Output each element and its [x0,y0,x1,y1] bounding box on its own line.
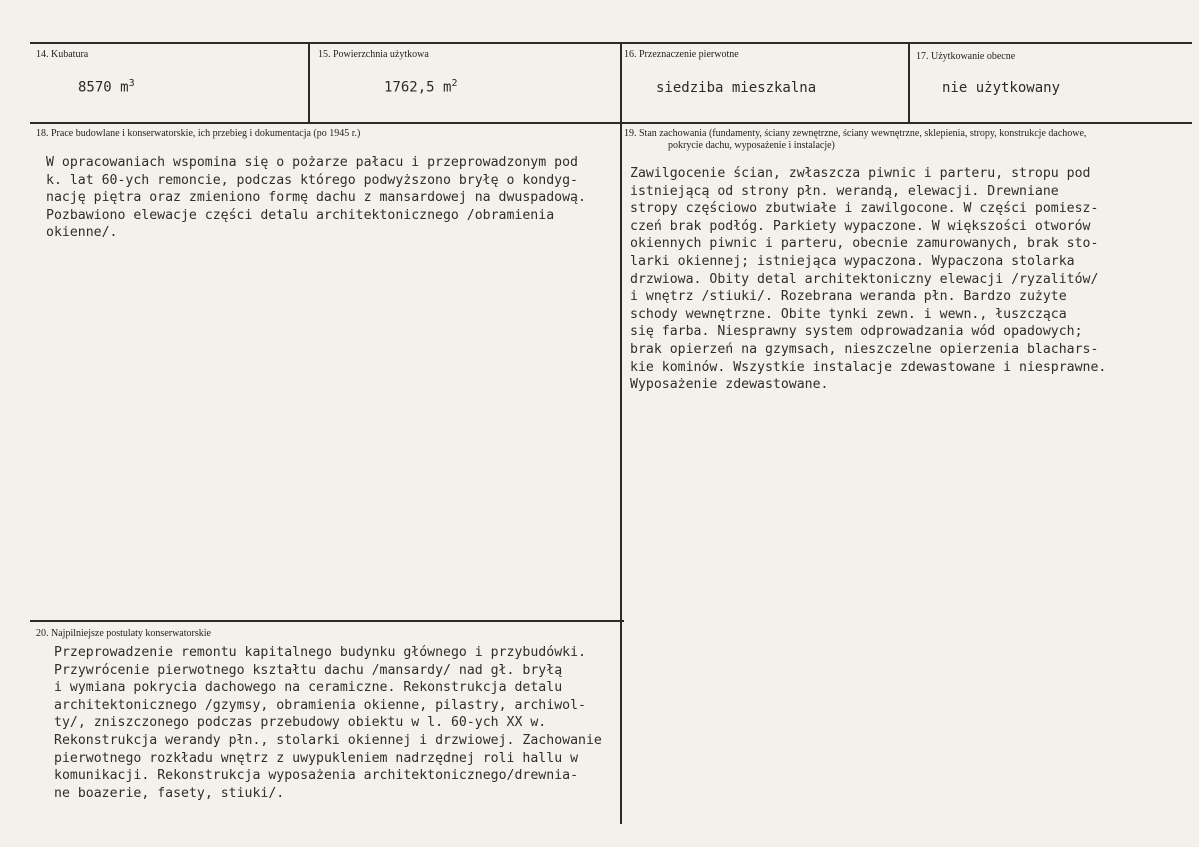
text-line: architektonicznego /gzymsy, obramienia okienne, pilastry, archiwol- [54,697,586,713]
text-line: Rekonstrukcja werandy płn., stolarki okiennej i drzwiowej. Zachowanie [54,732,602,748]
text-line: brak opierzeń na gzymsach, nieszczelne opierzenia blachars- [630,341,1099,357]
text-line: Zawilgocenie ścian, zwłaszcza piwnic i parteru, stropu pod [630,166,1091,181]
text-line: okiennych piwnic i parteru, obecnie zamurowanych, brak sto- [630,236,1099,252]
field-18-label: 18. Prace budowlane i konserwatorskie, ich przebieg i dokumentacja (po 1945 r.) [36,128,361,139]
text-line: Przeprowadzenie remontu kapitalnego budynku głównego i przybudówki. [54,645,586,660]
field-18-text [46,154,616,242]
text-line: ty/, zniszczonego podczas przebudowy obiektu w l. 60-ych XX w. [54,715,547,731]
text-line: W opracowaniach wspomina się o pożarze pałacu i przeprowadzonym pod [46,155,578,170]
section-20-top-border [30,620,624,622]
text-line: Przywrócenie pierwotnego kształtu dachu /mansardy/ nad gł. bryłą [54,662,563,678]
field-14-label: 14. Kubatura [36,49,89,60]
text-line: istniejącą od strony płn. werandą, elewacji. Drewniane [630,183,1059,199]
field-19-text [630,165,1190,394]
text-line: komunikacji. Rekonstrukcja wyposażenia architektonicznego/drewnia- [54,768,579,784]
field-14-value [78,78,135,96]
field-16-value: siedziba mieszkalna [656,80,817,96]
field-14-exponent: 3 [128,78,135,89]
field-15-exponent: 2 [451,78,458,89]
field-19-label-line: 19. Stan zachowania (fundamenty, ściany zewnętrzne, ściany wewnętrzne, sklepienia, stropy, konstrukcje dachowe, [624,128,1087,139]
text-line: kie kominów. Wszystkie instalacje zdewastowane i niesprawne. [630,359,1107,375]
text-line: i wymiana pokrycia dachowego na ceramiczne. Rekonstrukcja detalu [54,680,563,696]
top-border [30,42,1192,44]
field-15-label: 15. Powierzchnia użytkowa [318,49,429,60]
field-20-text [54,644,634,802]
field-20-label: 20. Najpilniejsze postulaty konserwatorskie [36,628,211,639]
text-line: drzwiowa. Obity detal architektoniczny elewacji /ryzalitów/ [630,271,1099,287]
text-line: larki okiennej; istniejąca wypaczona. Wypaczona stolarka [630,253,1075,269]
text-line: Wyposażenie zdewastowane. [630,377,829,393]
text-line: się farba. Niesprawny system odprowadzania wód opadowych; [630,324,1083,340]
field-16-label: 16. Przeznaczenie pierwotne [624,49,739,60]
text-line: pierwotnego rozkładu wnętrz z uwypukleniem nadrzędnej roli hallu w [54,750,579,766]
field-14-number: 8570 m [78,79,129,96]
text-line: stropy częściowo zbutwiałe i zawilgocone. W części pomiesz- [630,201,1099,217]
column-divider-16-17 [908,42,910,122]
field-15-value [384,78,457,96]
text-line: czeń brak podłóg. Parkiety wypaczone. W większości otworów [630,218,1091,234]
text-line: ne boazerie, fasety, stiuki/. [54,785,285,801]
field-17-label: 17. Użytkowanie obecne [916,51,1016,62]
text-line: okienne/. [46,225,118,241]
text-line: schody wewnętrzne. Obite tynki zewn. i wewn., łuszcząca [630,306,1067,322]
text-line: Pozbawiono elewacje części detalu architektonicznego /obramienia [46,207,555,223]
text-line: nację piętra oraz zmieniono formę dachu z mansardowej na dwuspadową. [46,190,586,206]
row-divider [30,122,1192,124]
text-line: k. lat 60-ych remoncie, podczas którego podwyższono bryłę o kondyg- [46,172,578,188]
text-line: i wnętrz /stiuki/. Rozebrana weranda płn. Bardzo zużyte [630,289,1067,305]
field-19-label-line: pokrycie dachu, wyposażenie i instalacje) [668,140,835,151]
field-17-value: nie użytkowany [942,80,1061,96]
field-15-number: 1762,5 m [384,79,452,96]
column-divider-14-15 [308,42,310,122]
field-19-label [624,128,1190,152]
